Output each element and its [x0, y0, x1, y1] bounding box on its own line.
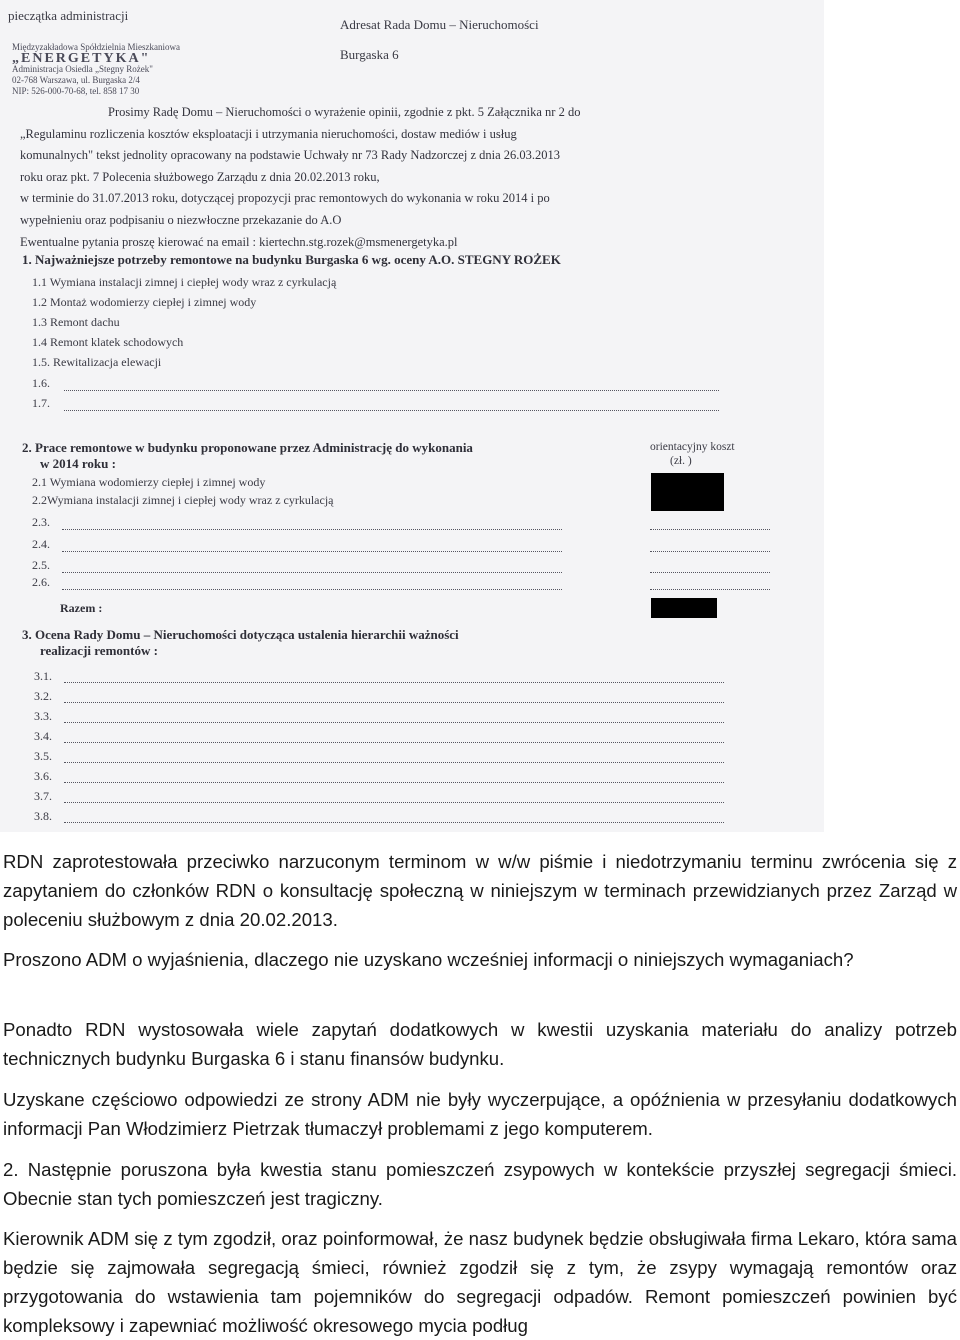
section-3-item: 3.6. [34, 769, 52, 783]
section-2-item: 2.3. [32, 515, 50, 529]
intro-line: Prosimy Radę Domu – Nieruchomości o wyrażenie opinii, zgodnie z pkt. 5 Załącznika nr 2 do [108, 105, 581, 119]
paragraph: RDN zaprotestowała przeciwko narzuconym terminom w w/w piśmie i niedotrzymaniu terminu zwrócenia się z zapytaniem do członków RDN o konsultację społeczną w niniejszym w terminach przewidzianych przez Zarząd w poleceniu służbowym z dnia 20.02.2013. [3, 851, 957, 930]
stamp-line: NIP: 526-000-70-68, tel. 858 17 30 [12, 86, 140, 96]
dotted-line [64, 702, 724, 703]
dotted-line [64, 822, 724, 823]
section-1-heading: 1. Najważniejsze potrzeby remontowe na budynku Burgaska 6 wg. oceny A.O. STEGNY ROŻEK [22, 252, 561, 267]
dotted-line [64, 682, 724, 683]
dotted-line [64, 722, 724, 723]
section-1-item: 1.7. [32, 396, 50, 410]
intro-line: „Regulaminu rozliczenia kosztów eksploatacji i utrzymania nieruchomości, dostaw mediów i usług [20, 126, 517, 141]
stamp-line: Międzyzakładowa Spółdzielnia Mieszkaniowa [12, 42, 180, 52]
section-1-item: 1.3 Remont dachu [32, 315, 120, 329]
section-3-item: 3.7. [34, 789, 52, 803]
section-3-item: 3.1. [34, 669, 52, 683]
cost-header-line: orientacyjny koszt [650, 441, 735, 453]
cost-column-header [650, 440, 735, 468]
section-1-item: 1.1 Wymiana instalacji zimnej i ciepłej wody wraz z cyrkulacją [32, 275, 337, 289]
administration-stamp [12, 42, 180, 97]
dotted-line [64, 390, 719, 391]
dotted-line [62, 572, 562, 573]
section-3-heading: 3. Ocena Rady Domu – Nieruchomości dotycząca ustalenia hierarchii ważności [22, 627, 459, 642]
section-3-item: 3.3. [34, 709, 52, 723]
intro-line: Ewentualne pytania proszę kierować na email : kiertechn.stg.rozek@msmenergetyka.pl [20, 234, 458, 249]
letter-intro [20, 102, 580, 253]
dotted-line [650, 589, 770, 590]
section-3-item: 3.2. [34, 689, 52, 703]
stamp-line: Administracja Osiedla „Stegny Rożek" [12, 64, 153, 74]
dotted-line [62, 551, 562, 552]
section-2-item: 2.2Wymiana instalacji zimnej i ciepłej wody wraz z cyrkulacją [32, 493, 334, 507]
total-label: Razem : [60, 601, 103, 615]
dotted-line [650, 551, 770, 552]
paragraph: Kierownik ADM się z tym zgodził, oraz poinformował, że nasz budynek będzie obsługiwała firma Lekaro, która sama będzie się zajmowała segregacją śmieci, również zgodził się z tym, że zsypy wymagają remontów oraz przygotowania do wstawienia tam pojemników do segregacji odpadów. Remont pomieszczeń powinien być kompleksowy i zapewniać możliwość okresowego mycia podług [3, 1228, 957, 1336]
paragraph: Proszono ADM o wyjaśnienia, dlaczego nie uzyskano wcześniej informacji o niniejszych wymaganiach? [3, 949, 854, 970]
paragraph: Uzyskane częściowo odpowiedzi ze strony ADM nie były wyczerpujące, a opóźnienia w przesyłaniu dodatkowych informacji Pan Włodzimierz Pietrzak tłumaczył problemami z jego komputerem. [3, 1089, 957, 1139]
addressee-street: Burgaska 6 [340, 47, 399, 62]
dotted-line [64, 782, 724, 783]
stamp-title: pieczątka administracji [8, 8, 129, 23]
dotted-line [64, 410, 719, 411]
section-2-item: 2.6. [32, 575, 50, 589]
dotted-line [64, 742, 724, 743]
section-1-item: 1.6. [32, 376, 50, 390]
redaction-box [651, 473, 724, 511]
intro-line: w terminie do 31.07.2013 roku, dotyczącej propozycji prac remontowych do wykonania w roku 2014 i po [20, 191, 550, 206]
dotted-line [62, 529, 562, 530]
dotted-line [64, 802, 724, 803]
section-3-item: 3.8. [34, 809, 52, 823]
stamp-line: „ENERGETYKA" [12, 51, 151, 66]
section-1-item: 1.5. Rewitalizacja elewacji [32, 355, 162, 369]
intro-line: komunalnych" tekst jednolity opracowany na podstawie Uchwały nr 73 Rady Nadzorczej z dnia 26.03.2013 [20, 148, 561, 163]
intro-line: roku oraz pkt. 7 Polecenia służbowego Zarządu z dnia 20.02.2013 roku, [20, 169, 380, 184]
dotted-line [62, 589, 562, 590]
section-3-item: 3.5. [34, 749, 52, 763]
section-2-item: 2.1 Wymiana wodomierzy ciepłej i zimnej wody [32, 475, 266, 489]
addressee: Adresat Rada Domu – Nieruchomości [340, 17, 539, 32]
paragraph: 2. Następnie poruszona była kwestia stanu pomieszczeń zsypowych w kontekście przyszłej segregacji śmieci. Obecnie stan tych pomieszczeń jest tragiczny. [3, 1159, 957, 1209]
section-3-heading-cont: realizacji remontów : [40, 643, 158, 658]
section-2-item: 2.4. [32, 537, 50, 551]
intro-line: wypełnieniu oraz podpisaniu o niezwłoczne przekazanie do A.O [20, 212, 342, 227]
cost-header-unit: (zł. ) [670, 455, 692, 467]
dotted-line [650, 529, 770, 530]
paragraph: Ponadto RDN wystosowała wiele zapytań dodatkowych w kwestii uzyskania materiału do analizy potrzeb technicznych budynku Burgaska 6 i stanu finansów budynku. [3, 1019, 957, 1069]
dotted-line [650, 572, 770, 573]
section-3-item: 3.4. [34, 729, 52, 743]
section-2-heading: 2. Prace remontowe w budynku proponowane przez Administrację do wykonania [22, 440, 473, 455]
section-1-item: 1.2 Montaż wodomierzy ciepłej i zimnej wody [32, 295, 257, 309]
addressee-block [340, 10, 539, 70]
section-2-heading-cont: w 2014 roku : [40, 456, 116, 471]
section-1-item: 1.4 Remont klatek schodowych [32, 335, 184, 349]
stamp-line: 02-768 Warszawa, ul. Burgaska 2/4 [12, 75, 140, 85]
redaction-box [651, 598, 717, 618]
dotted-line [64, 762, 724, 763]
section-2-item: 2.5. [32, 558, 50, 572]
